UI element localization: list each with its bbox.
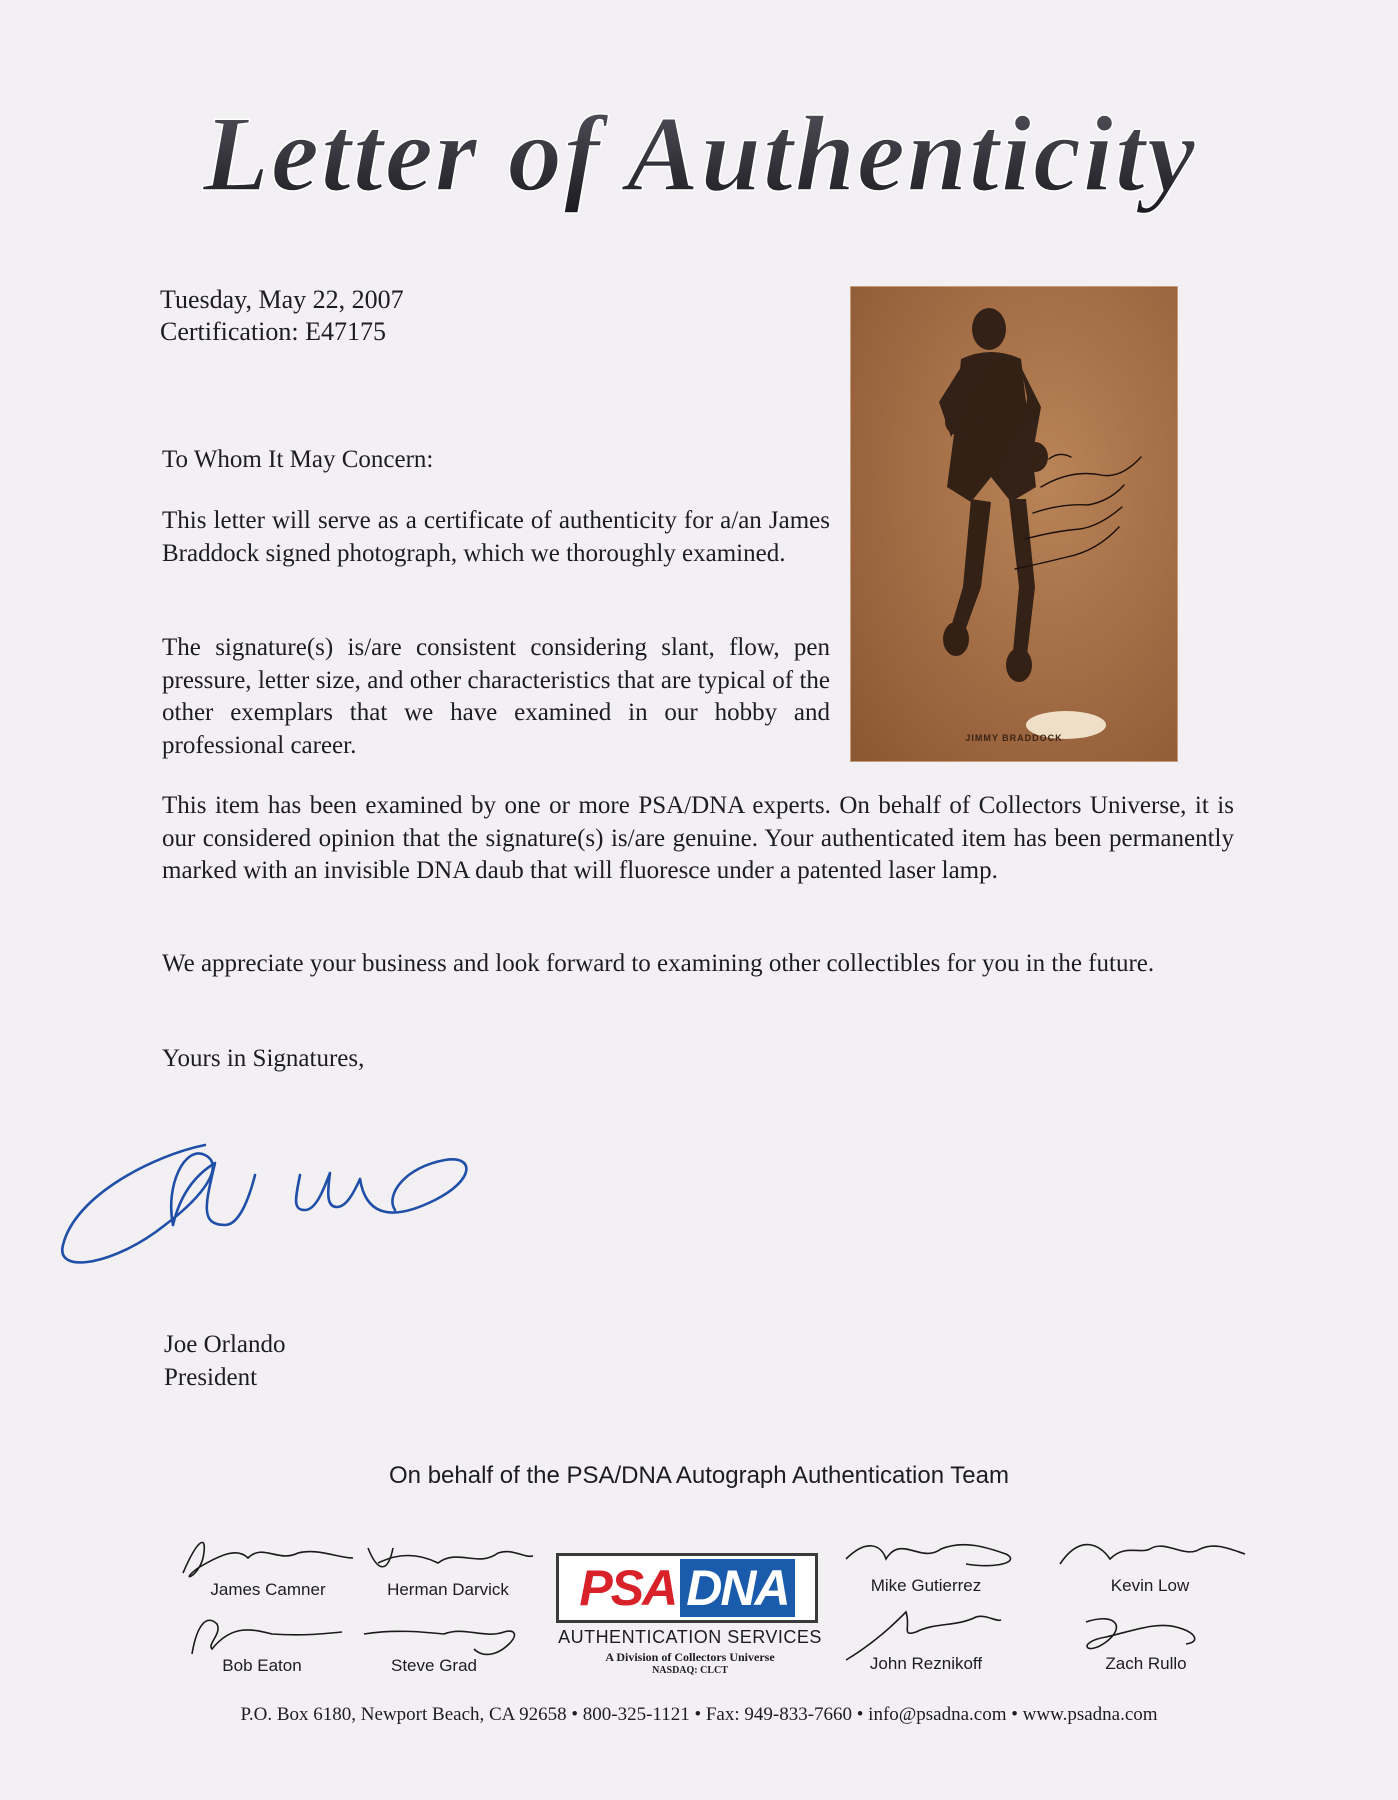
logo-line-1: AUTHENTICATION SERVICES (558, 1627, 822, 1647)
member-name: Kevin Low (1110, 1576, 1190, 1595)
member-name: Steve Grad (391, 1656, 477, 1675)
member-signature (162, 1604, 362, 1664)
member-name: John Reznikoff (869, 1654, 983, 1673)
member-name: Mike Gutierrez (870, 1576, 982, 1595)
logo-psa-text: PSA (579, 1560, 677, 1616)
member-signature (168, 1528, 368, 1588)
contact-address: P.O. Box 6180, Newport Beach, CA 92658 • 800-325-1121 • Fax: 949-833-7660 • info@psadna.com • www.psadna.com (240, 1704, 1158, 1725)
logo-line-2: A Division of Collectors Universe (605, 1650, 775, 1664)
greeting: To Whom It May Concern: (162, 446, 434, 473)
paragraph-1: This letter will serve as a certificate of authenticity for a/an James Braddock signed photograph, which we thoroughly examined. (162, 507, 830, 567)
letter-title-text: Letter of Authenticity (203, 95, 1197, 214)
signed-photograph (851, 287, 1177, 761)
paragraph-4: We appreciate your business and look forward to examining other collectibles for you in the future. (162, 950, 1155, 977)
psa-dna-logo (556, 1553, 824, 1676)
team-heading: On behalf of the PSA/DNA Autograph Authentication Team (389, 1462, 1009, 1489)
signer-title: President (164, 1364, 258, 1391)
member-name: Herman Darvick (387, 1580, 509, 1599)
letter-header (160, 284, 404, 348)
team-member (826, 1524, 1026, 1596)
member-name: Zach Rullo (1105, 1654, 1187, 1673)
member-signature (826, 1524, 1026, 1584)
logo-line-3: NASDAQ: CLCT (652, 1665, 728, 1676)
certification-number: Certification: E47175 (160, 317, 387, 346)
member-signature (334, 1604, 534, 1664)
signer-block (164, 1328, 286, 1394)
president-signature (55, 1115, 485, 1275)
team-member (168, 1528, 368, 1600)
member-name: James Camner (210, 1580, 326, 1599)
team-member (348, 1528, 548, 1600)
member-signature (1046, 1602, 1246, 1662)
team-member (162, 1604, 362, 1676)
signer-name: Joe Orlando (164, 1331, 286, 1358)
member-name: Bob Eaton (222, 1656, 302, 1675)
psa-dna-wordmark (556, 1553, 818, 1623)
team-member (826, 1602, 1026, 1674)
team-member (1050, 1524, 1250, 1596)
team-member (1046, 1602, 1246, 1674)
team-member (334, 1604, 534, 1676)
logo-dna-text: DNA (680, 1559, 794, 1617)
photo-caption: JIMMY BRADDOCK (965, 733, 1063, 743)
member-signature (1050, 1524, 1250, 1584)
letter-date: Tuesday, May 22, 2007 (160, 285, 404, 314)
member-signature (826, 1602, 1026, 1662)
closing: Yours in Signatures, (162, 1045, 365, 1072)
paragraph-2: The signature(s) is/are consistent considering slant, flow, pen pressure, letter size, and other characteristics that are typical of the other exemplars that we have examined in our hobby and professional career. (162, 634, 830, 759)
letter-title (150, 70, 1250, 260)
paragraph-3: This item has been examined by one or more PSA/DNA experts. On behalf of Collectors Universe, it is our considered opinion that the signature(s) is/are genuine. Your authenticated item has been permanently marked with an invisible DNA daub that will fluoresce under a patented laser lamp. (162, 792, 1234, 884)
member-signature (348, 1528, 548, 1588)
